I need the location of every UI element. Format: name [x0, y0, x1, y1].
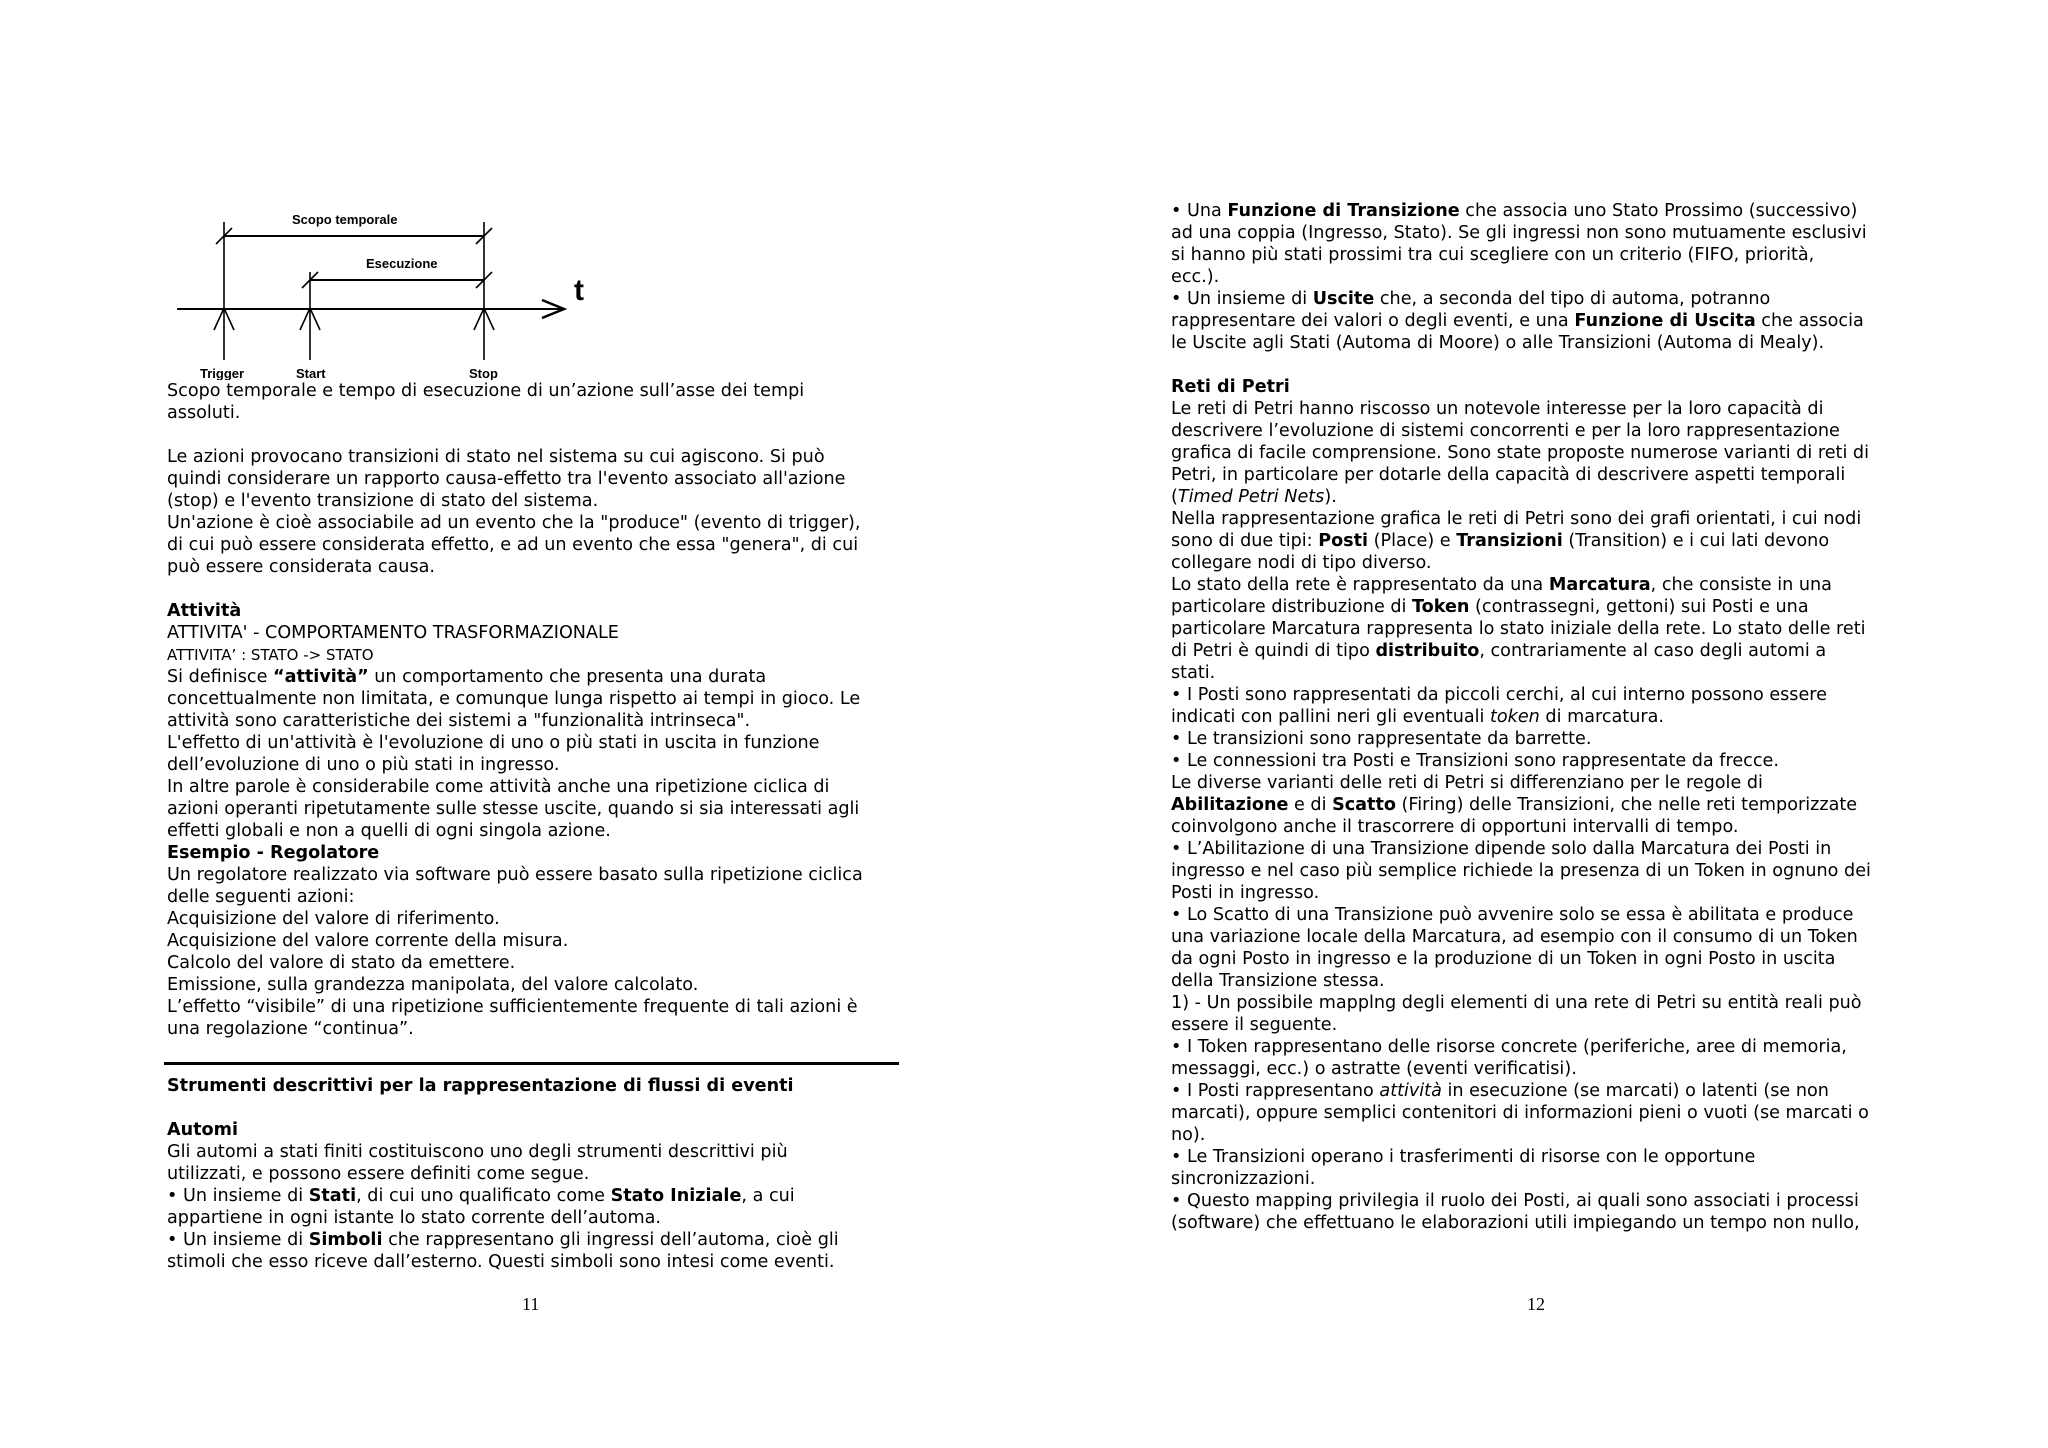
page-number-left: 11 [522, 1294, 540, 1314]
scope-label: Scopo temporale [292, 212, 398, 227]
bullet-line: • Lo Scatto di una Transizione può avvenire solo se essa è abilitata e produce [1171, 905, 1854, 925]
bold-term: Transizioni [1456, 531, 1563, 551]
figure-caption: Scopo temporale e tempo di esecuzione di un’azione sull’asse dei tempi [167, 381, 805, 401]
text-run: (contrassegni, gettoni) sui Posti e una [1469, 597, 1809, 617]
text-run: sono di due tipi: [1171, 531, 1319, 551]
bullet-line: • L’Abilitazione di una Transizione dipende solo dalla Marcatura dei Posti in [1171, 839, 1832, 859]
paragraph-line: delle seguenti azioni: [167, 887, 355, 907]
time-scope-diagram [172, 200, 592, 380]
text-run: un comportamento che presenta una durata [368, 667, 767, 687]
paragraph-line: Le azioni provocano transizioni di stato nel sistema su cui agiscono. Si può [167, 447, 825, 467]
paragraph-line: Calcolo del valore di stato da emettere. [167, 953, 516, 973]
paragraph-line: marcati), oppure semplici contenitori di informazioni pieni o vuoti (se marcati o [1171, 1103, 1869, 1123]
paragraph-line [1171, 530, 1906, 552]
paragraph-line [1171, 486, 1906, 508]
text-run: • Un insieme di [1171, 289, 1313, 309]
bullet-line [167, 1185, 902, 1207]
section-heading: Reti di Petri [1171, 377, 1290, 397]
paragraph-line: stati. [1171, 663, 1216, 683]
left-page [167, 198, 902, 1273]
text-run: indicati con pallini neri gli eventuali [1171, 707, 1490, 727]
paragraph-line: Emissione, sulla grandezza manipolata, del valore calcolato. [167, 975, 699, 995]
section-heading: Automi [167, 1120, 239, 1140]
paragraph-line [1171, 640, 1906, 662]
bullet-line [1171, 1080, 1906, 1102]
paragraph-line: azioni operanti ripetutamente sulle stesse uscite, quando si sia interessati agli [167, 799, 860, 819]
text-run: ). [1324, 487, 1337, 507]
stop-label: Stop [469, 366, 498, 380]
text-run: rappresentare dei valori o degli eventi, e una [1171, 311, 1575, 331]
paragraph-line: In altre parole è considerabile come attività anche una ripetizione ciclica di [167, 777, 830, 797]
italic-term: token [1490, 707, 1540, 727]
paragraph-line: le Uscite agli Stati (Automa di Moore) o alle Transizioni (Automa di Mealy). [1171, 333, 1825, 353]
paragraph-line: no). [1171, 1125, 1206, 1145]
paragraph-line: può essere considerata causa. [167, 557, 435, 577]
bold-term: distribuito [1375, 641, 1480, 661]
subheading-small: ATTIVITA’ : STATO -> STATO [167, 646, 374, 664]
text-run: • Un insieme di [167, 1186, 309, 1206]
section-heading: Strumenti descrittivi per la rappresentazione di flussi di eventi [167, 1076, 794, 1096]
paragraph-line: quindi considerare un rapporto causa-effetto tra l'evento associato all'azione [167, 469, 846, 489]
text-run: , che consiste in una [1650, 575, 1832, 595]
text-run: , contrariamente al caso degli automi a [1479, 641, 1827, 661]
paragraph-line: ecc.). [1171, 267, 1220, 287]
paragraph-line: particolare Marcatura rappresenta lo stato iniziale della rete. Lo stato delle reti [1171, 619, 1866, 639]
text-run: che rappresentano gli ingressi dell’automa, cioè gli [382, 1230, 839, 1250]
paragraph-line: essere il seguente. [1171, 1015, 1338, 1035]
italic-term: attività [1379, 1081, 1442, 1101]
paragraph-line: Gli automi a stati finiti costituiscono uno degli strumenti descrittivi più [167, 1142, 788, 1162]
paragraph-line: stimoli che esso riceve dall’esterno. Questi simboli sono intesi come eventi. [167, 1252, 835, 1272]
bold-term: Uscite [1312, 289, 1375, 309]
bold-term: Scatto [1332, 795, 1396, 815]
paragraph-line: una variazione locale della Marcatura, ad esempio con il consumo di un Token [1171, 927, 1858, 947]
paragraph-line: ad una coppia (Ingresso, Stato). Se gli ingressi non sono mutuamente esclusivi [1171, 223, 1867, 243]
text-run: • Una [1171, 201, 1228, 221]
bold-term: Abilitazione [1171, 795, 1289, 815]
paragraph-line: si hanno più stati prossimi tra cui scegliere con un criterio (FIFO, priorità, [1171, 245, 1815, 265]
paragraph-line: appartiene in ogni istante lo stato corrente dell’automa. [167, 1208, 662, 1228]
bold-term: Stato Iniziale [610, 1186, 742, 1206]
paragraph-line [1171, 574, 1906, 596]
bold-term: Token [1412, 597, 1470, 617]
text-run: Lo stato della rete è rappresentato da una [1171, 575, 1549, 595]
subheading: ATTIVITA' - COMPORTAMENTO TRASFORMAZIONALE [167, 623, 619, 643]
paragraph-line: 1) - Un possibile mapplng degli elementi di una rete di Petri su entità reali può [1171, 993, 1862, 1013]
paragraph-line: una regolazione “continua”. [167, 1019, 414, 1039]
paragraph-line: Le diverse varianti delle reti di Petri si differenziano per le regole di [1171, 773, 1763, 793]
paragraph-line: Un'azione è cioè associabile ad un evento che la "produce" (evento di trigger), [167, 513, 861, 533]
paragraph-line: descrivere l’evoluzione di sistemi concorrenti e per la loro rappresentazione [1171, 421, 1840, 441]
bold-term: “attività” [273, 667, 369, 687]
section-heading: Attività [167, 601, 242, 621]
paragraph-line: Nella rappresentazione grafica le reti di Petri sono dei grafi orientati, i cui nodi [1171, 509, 1862, 529]
text-run: e di [1288, 795, 1333, 815]
paragraph-line: da ogni Posto in ingresso e la produzione di un Token in ogni Posto in uscita [1171, 949, 1836, 969]
bullet-line: • Le connessioni tra Posti e Transizioni sono rappresentate da frecce. [1171, 751, 1779, 771]
paragraph-line [1171, 310, 1906, 332]
paragraph-line [1171, 596, 1906, 618]
bullet-line [1171, 288, 1906, 310]
bold-term: Marcatura [1548, 575, 1651, 595]
paragraph-line: Le reti di Petri hanno riscosso un notevole interesse per la loro capacità di [1171, 399, 1824, 419]
bullet-line: • Questo mapping privilegia il ruolo dei Posti, ai quali sono associati i processi [1171, 1191, 1859, 1211]
text-run: , di cui uno qualificato come [356, 1186, 611, 1206]
paragraph-line: Acquisizione del valore di riferimento. [167, 909, 500, 929]
paragraph-line: utilizzati, e possono essere definiti come segue. [167, 1164, 590, 1184]
bullet-line [1171, 200, 1906, 222]
paragraph-line: Un regolatore realizzato via software può essere basato sulla ripetizione ciclica [167, 865, 863, 885]
paragraph-line: di cui può essere considerata effetto, e ad un evento che essa "genera", di cui [167, 535, 859, 555]
paragraph-line: collegare nodi di tipo diverso. [1171, 553, 1432, 573]
paragraph-line: L'effetto di un'attività è l'evoluzione di uno o più stati in uscita in funzione [167, 733, 820, 753]
text-run: che associa [1755, 311, 1864, 331]
section-divider [164, 1062, 899, 1065]
paragraph-line [1171, 706, 1906, 728]
paragraph-line: concettualmente non limitata, e comunque lunga rispetto ai tempi in gioco. Le [167, 689, 861, 709]
text-run: ( [1171, 487, 1178, 507]
bullet-line: • I Token rappresentano delle risorse concrete (periferiche, aree di memoria, [1171, 1037, 1847, 1057]
trigger-label: Trigger [200, 366, 245, 380]
definition-line [167, 666, 902, 688]
paragraph-line: ingresso e nel caso più semplice richiede la presenza di un Token in ognuno dei [1171, 861, 1871, 881]
text-run: (Place) e [1368, 531, 1457, 551]
text-run: che associa uno Stato Prossimo (successivo) [1459, 201, 1858, 221]
figure-caption: assoluti. [167, 403, 241, 423]
text-run: • I Posti rappresentano [1171, 1081, 1380, 1101]
bold-term: Stati [308, 1186, 357, 1206]
text-run: • Un insieme di [167, 1230, 309, 1250]
bullet-line: • Le transizioni sono rappresentate da barrette. [1171, 729, 1592, 749]
paragraph-line: della Transizione stessa. [1171, 971, 1385, 991]
paragraph-line: Petri, in particolare per dotarle della capacità di descrivere aspetti temporali [1171, 465, 1846, 485]
text-run: (Firing) delle Transizioni, che nelle reti temporizzate [1395, 795, 1858, 815]
paragraph-line: (software) che effettuano le elaborazioni utili impiegando un tempo non nullo, [1171, 1213, 1860, 1233]
paragraph-line: Acquisizione del valore corrente della misura. [167, 931, 569, 951]
paragraph-line: grafica di facile comprensione. Sono state proposte numerose varianti di reti di [1171, 443, 1869, 463]
text-run: di marcatura. [1539, 707, 1664, 727]
text-run: Si definisce [167, 667, 274, 687]
paragraph-line: dell’evoluzione di uno o più stati in ingresso. [167, 755, 560, 775]
bullet-line: • Le Transizioni operano i trasferimenti di risorse con le opportune [1171, 1147, 1756, 1167]
example-heading: Esempio - Regolatore [167, 843, 380, 863]
paragraph-line: (stop) e l'evento transizione di stato del sistema. [167, 491, 599, 511]
paragraph-line [1171, 794, 1906, 816]
start-label: Start [296, 366, 326, 380]
text-run: di Petri è quindi di tipo [1171, 641, 1376, 661]
bold-term: Posti [1318, 531, 1369, 551]
text-run: , a cui [741, 1186, 795, 1206]
bullet-line: • I Posti sono rappresentati da piccoli cerchi, al cui interno possono essere [1171, 685, 1827, 705]
bullet-line [167, 1229, 902, 1251]
paragraph-line: coinvolgono anche il trascorrere di opportuni intervalli di tempo. [1171, 817, 1739, 837]
text-run: (Transition) e i cui lati devono [1562, 531, 1830, 551]
execution-label: Esecuzione [366, 256, 438, 271]
paragraph-line: Posti in ingresso. [1171, 883, 1320, 903]
paragraph-line: effetti globali e non a quelli di ogni singola azione. [167, 821, 611, 841]
paragraph-line: sincronizzazioni. [1171, 1169, 1316, 1189]
right-page [1171, 200, 1906, 1234]
bold-term: Simboli [308, 1230, 383, 1250]
bold-term: Funzione di Transizione [1227, 201, 1460, 221]
text-run: particolare distribuzione di [1171, 597, 1413, 617]
text-run: che, a seconda del tipo di automa, potranno [1374, 289, 1771, 309]
axis-t-label: t [574, 274, 584, 307]
page-number-right: 12 [1527, 1294, 1545, 1314]
paragraph-line: attività sono caratteristiche dei sistemi a "funzionalità intrinseca". [167, 711, 751, 731]
text-run: in esecuzione (se marcati) o latenti (se non [1441, 1081, 1829, 1101]
paragraph-line: messaggi, ecc.) o astratte (eventi verificatisi). [1171, 1059, 1577, 1079]
italic-term: Timed Petri Nets [1177, 487, 1325, 507]
bold-term: Funzione di Uscita [1574, 311, 1756, 331]
paragraph-line: L’effetto “visibile” di una ripetizione sufficientemente frequente di tali azioni è [167, 997, 858, 1017]
